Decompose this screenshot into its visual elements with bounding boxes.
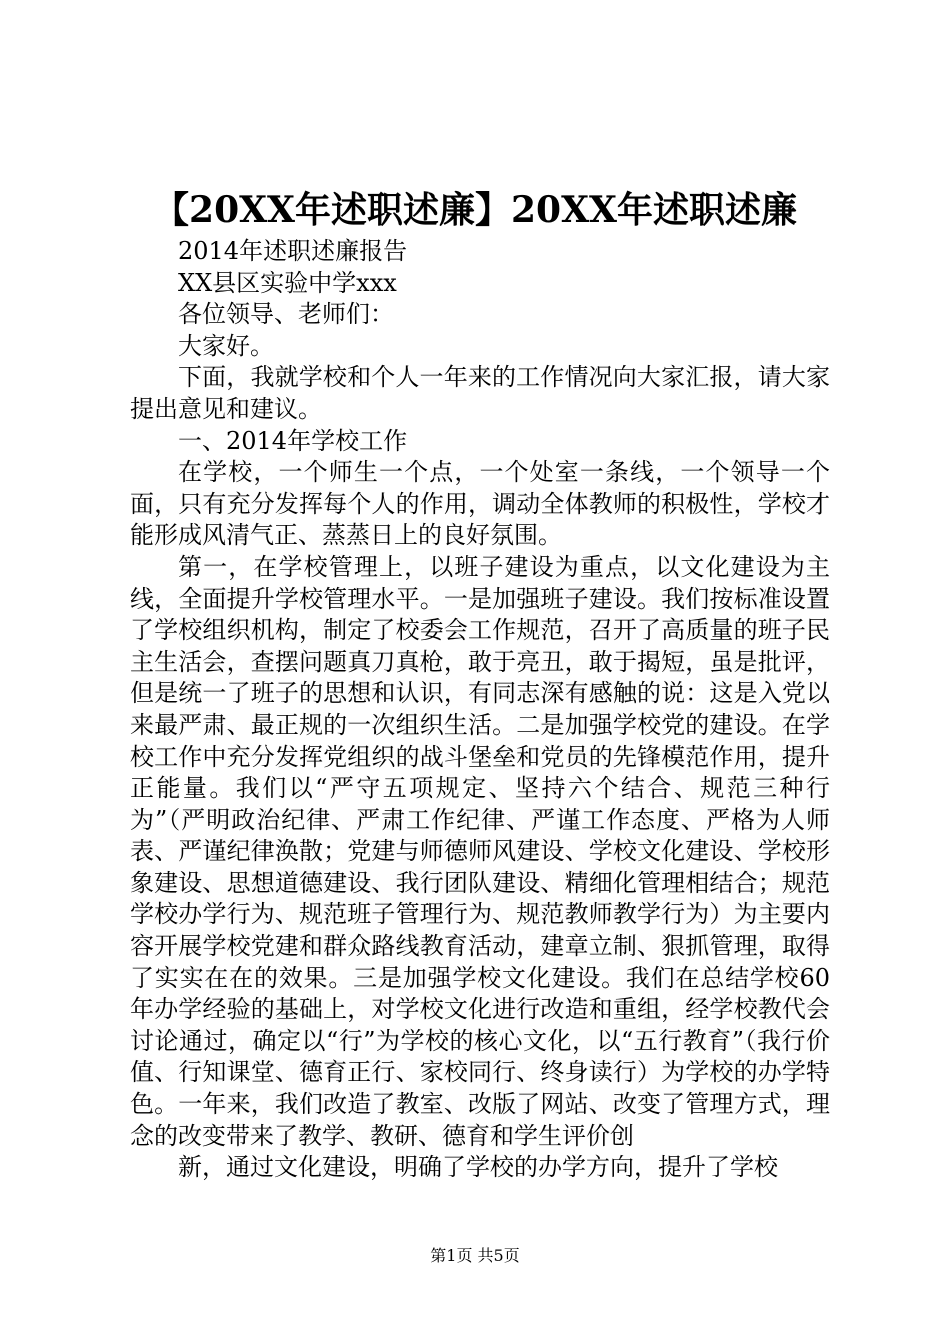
paragraph: 大家好。	[178, 331, 274, 360]
paragraph: XX县区实验中学xxx	[178, 268, 397, 297]
paragraph: 各位领导、老师们：	[178, 300, 394, 329]
document-title: 【20XX年述职述廉】20XX年述职述廉	[153, 189, 797, 231]
page-footer: 第1页 共5页	[430, 1246, 520, 1265]
paragraph: 第一，在学校管理上，以班子建设为重点，以文化建设为主线，全面提升学校管理水平。一是加强班子建设。我们按标准设置了学校组织机构，制定了校委会工作规范，召开了高质量的班子民主生活会，查摆问题真刀真枪，敢于亮丑，敢于揭短，虽是批评，但是统一了班子的思想和认识，有同志深有感触的说：这是入党以来最严肃、最正规的一次组织生活。二是加强学校党的建设。在学校工作中充分发挥党组织的战斗堡垒和党员的先锋模范作用，提升正能量。我们以“严守五项规定、坚持六个结合、规范三种行为”（严明政治纪律、严肃工作纪律、严谨工作态度、严格为人师表、严谨纪律涣散；党建与师德师风建设、学校文化建设、学校形象建设、思想道德建设、我行团队建设、精细化管理相结合；规范学校办学行为、规范班子管理行为、规范教师教学行为）为主要内容开展学校党建和群众路线教育活动，建章立制、狠抓管理，取得了实实在在的效果。三是加强学校文化建设。我们在总结学校60年办学经验的基础上，对学校文化进行改造和重组，经学校教代会讨论通过，确定以“行”为学校的核心文化，以“五行教育”（我行价值、行知课堂、德育正行、家校同行、终身读行）为学校的办学特色。一年来，我们改造了教室、改版了网站、改变了管理方式，理念的改变带来了教学、教研、德育和学生评价创	[130, 552, 830, 1150]
paragraph: 新，通过文化建设，明确了学校的办学方向，提升了学校	[178, 1153, 778, 1182]
paragraph: 一、2014年学校工作	[178, 426, 408, 455]
paragraph: 2014年述职述廉报告	[178, 237, 408, 265]
paragraph: 下面，我就学校和个人一年来的工作情况向大家汇报，请大家提出意见和建议。	[130, 363, 830, 423]
document-body	[130, 236, 830, 1184]
paragraph: 在学校，一个师生一个点，一个处室一条线，一个领导一个面，只有充分发挥每个人的作用，调动全体教师的积极性，学校才能形成风清气正、蒸蒸日上的良好氛围。	[130, 458, 830, 550]
